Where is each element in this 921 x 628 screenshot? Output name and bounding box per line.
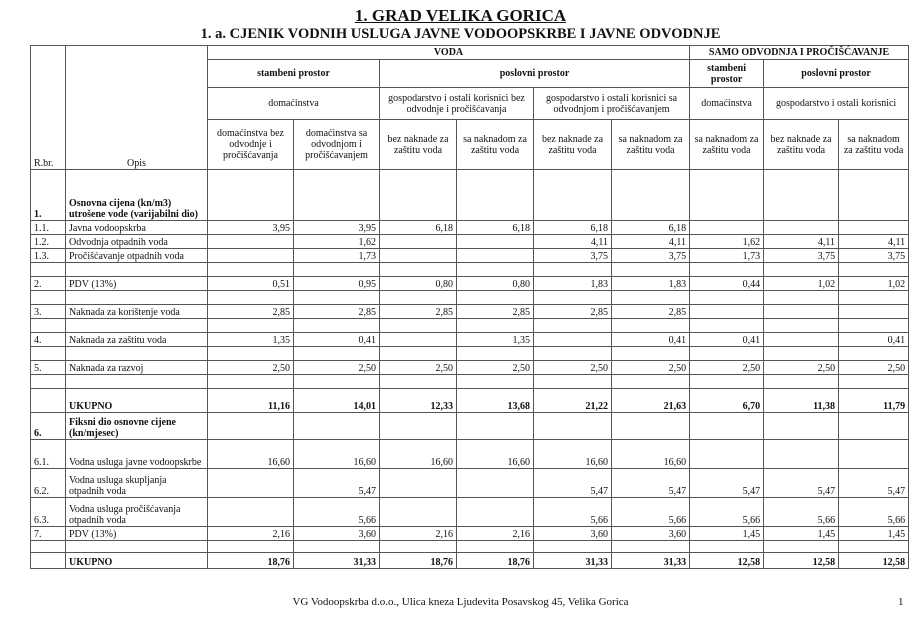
price-cell	[612, 319, 690, 333]
column-header: sa naknadom za zaštitu voda	[839, 120, 909, 170]
price-cell: 6,18	[457, 221, 534, 235]
price-cell	[534, 170, 612, 221]
price-cell: 5,47	[764, 469, 839, 498]
table-row	[31, 249, 909, 263]
price-cell	[294, 541, 380, 553]
price-cell: 4,11	[764, 235, 839, 249]
column-header: sa naknadom za zaštitu voda	[690, 120, 764, 170]
row-description: Pročišćavanje otpadnih voda	[66, 249, 208, 263]
total-row	[31, 389, 909, 413]
price-cell: 3,95	[294, 221, 380, 235]
price-cell: 2,50	[294, 361, 380, 375]
price-cell	[764, 305, 839, 319]
row-number: 1.3.	[31, 249, 66, 263]
table-row	[31, 263, 909, 277]
price-cell: 1,83	[612, 277, 690, 291]
price-cell: 2,85	[208, 305, 294, 319]
table-row	[31, 235, 909, 249]
row-number: 7.	[31, 527, 66, 541]
price-cell: 0,80	[457, 277, 534, 291]
column-header: domaćinstva bez odvodnje i pročišćavanja	[208, 120, 294, 170]
price-cell: 1,73	[294, 249, 380, 263]
price-cell	[839, 347, 909, 361]
opis-header: Opis	[66, 46, 208, 170]
price-cell	[764, 440, 839, 469]
price-cell	[764, 170, 839, 221]
price-cell	[380, 469, 457, 498]
gospodarstvo-bez-header: gospodarstvo i ostali korisnici bez odvodnje i pročišćavanja	[380, 88, 534, 120]
row-number	[31, 375, 66, 389]
price-cell: 1,02	[839, 277, 909, 291]
price-cell: 31,33	[534, 553, 612, 569]
price-cell: 2,85	[457, 305, 534, 319]
price-cell: 21,63	[612, 389, 690, 413]
table-row	[31, 170, 909, 221]
row-number	[31, 541, 66, 553]
price-cell	[294, 319, 380, 333]
price-cell: 6,70	[690, 389, 764, 413]
row-number: 1.1.	[31, 221, 66, 235]
price-cell: 5,47	[294, 469, 380, 498]
column-header: bez naknade za zaštitu voda	[764, 120, 839, 170]
table-row	[31, 469, 909, 498]
price-cell: 2,50	[764, 361, 839, 375]
price-cell	[690, 347, 764, 361]
price-cell	[612, 541, 690, 553]
row-number: 3.	[31, 305, 66, 319]
row-description: Naknada za razvoj	[66, 361, 208, 375]
price-cell: 0,95	[294, 277, 380, 291]
price-cell: 12,58	[764, 553, 839, 569]
price-cell: 11,79	[839, 389, 909, 413]
price-cell	[457, 347, 534, 361]
price-cell: 0,51	[208, 277, 294, 291]
page-number: 1	[898, 596, 904, 608]
price-cell: 2,85	[612, 305, 690, 319]
price-cell: 11,38	[764, 389, 839, 413]
price-cell	[612, 170, 690, 221]
price-cell: 1,83	[534, 277, 612, 291]
price-cell	[764, 221, 839, 235]
price-cell: 1,35	[457, 333, 534, 347]
gospodarstvo-sa-header: gospodarstvo i ostali korisnici sa odvodnjom i pročišćavanjem	[534, 88, 690, 120]
price-cell	[380, 263, 457, 277]
price-cell	[457, 170, 534, 221]
price-cell: 31,33	[612, 553, 690, 569]
price-cell: 3,95	[208, 221, 294, 235]
price-cell: 3,60	[294, 527, 380, 541]
row-description	[66, 347, 208, 361]
price-cell: 16,60	[208, 440, 294, 469]
price-cell: 11,16	[208, 389, 294, 413]
price-cell	[208, 347, 294, 361]
price-cell	[208, 469, 294, 498]
table-row	[31, 333, 909, 347]
price-cell: 13,68	[457, 389, 534, 413]
price-cell	[208, 263, 294, 277]
price-cell	[764, 319, 839, 333]
price-cell	[534, 541, 612, 553]
price-cell	[208, 498, 294, 527]
price-cell: 12,33	[380, 389, 457, 413]
price-cell: 2,16	[380, 527, 457, 541]
price-cell: 0,80	[380, 277, 457, 291]
price-cell: 2,50	[208, 361, 294, 375]
price-cell: 5,66	[294, 498, 380, 527]
row-description: Vodna usluga skupljanja otpadnih voda	[66, 469, 208, 498]
price-cell: 1,45	[839, 527, 909, 541]
price-cell: 18,76	[208, 553, 294, 569]
price-cell	[294, 263, 380, 277]
price-cell	[839, 413, 909, 440]
voda-group-header: VODA	[208, 46, 690, 60]
price-cell: 16,60	[294, 440, 380, 469]
gospodarstvo-header-2: gospodarstvo i ostali korisnici	[764, 88, 909, 120]
price-cell: 4,11	[534, 235, 612, 249]
row-description: PDV (13%)	[66, 527, 208, 541]
row-number: 5.	[31, 361, 66, 375]
price-cell	[839, 375, 909, 389]
row-description: Naknada za korištenje voda	[66, 305, 208, 319]
row-number: 4.	[31, 333, 66, 347]
price-cell	[294, 413, 380, 440]
price-cell: 1,45	[764, 527, 839, 541]
price-cell	[690, 375, 764, 389]
price-cell	[457, 498, 534, 527]
price-cell	[690, 413, 764, 440]
price-cell	[839, 305, 909, 319]
row-description	[66, 319, 208, 333]
row-description: Fiksni dio osnovne cijene (kn/mjesec)	[66, 413, 208, 440]
price-cell	[764, 375, 839, 389]
column-header: bez naknade za zaštitu voda	[534, 120, 612, 170]
table-row	[31, 541, 909, 553]
row-number: 1.	[31, 170, 66, 221]
price-cell	[534, 263, 612, 277]
row-number	[31, 389, 66, 413]
price-cell: 5,66	[839, 498, 909, 527]
row-number: 2.	[31, 277, 66, 291]
row-number	[31, 263, 66, 277]
price-cell: 5,47	[690, 469, 764, 498]
price-cell	[690, 263, 764, 277]
domacinstva-header: domaćinstva	[208, 88, 380, 120]
price-cell	[839, 319, 909, 333]
price-cell	[208, 541, 294, 553]
page-subtitle: 1. a. CJENIK VODNIH USLUGA JAVNE VODOOPSKRBE I JAVNE ODVODNJE	[200, 26, 721, 42]
price-cell: 4,11	[612, 235, 690, 249]
table-row	[31, 277, 909, 291]
price-cell: 2,50	[839, 361, 909, 375]
price-cell	[690, 319, 764, 333]
price-cell	[294, 375, 380, 389]
table-row	[31, 527, 909, 541]
price-cell: 5,47	[839, 469, 909, 498]
price-cell: 2,85	[534, 305, 612, 319]
row-number: 6.1.	[31, 440, 66, 469]
row-description: Vodna usluga javne vodoopskrbe	[66, 440, 208, 469]
price-cell	[208, 249, 294, 263]
price-cell	[380, 235, 457, 249]
poslovni-prostor-header-2: poslovni prostor	[764, 60, 909, 88]
price-cell: 18,76	[457, 553, 534, 569]
price-cell: 2,50	[380, 361, 457, 375]
price-cell: 1,73	[690, 249, 764, 263]
price-cell	[457, 319, 534, 333]
row-description: PDV (13%)	[66, 277, 208, 291]
price-cell	[380, 170, 457, 221]
price-cell	[380, 291, 457, 305]
price-cell	[690, 291, 764, 305]
price-cell	[380, 249, 457, 263]
price-cell	[839, 291, 909, 305]
price-cell: 16,60	[380, 440, 457, 469]
price-cell: 16,60	[534, 440, 612, 469]
price-cell: 12,58	[690, 553, 764, 569]
price-cell	[764, 347, 839, 361]
price-cell	[208, 291, 294, 305]
price-cell	[380, 319, 457, 333]
price-cell: 2,50	[690, 361, 764, 375]
price-cell	[690, 170, 764, 221]
price-cell: 6,18	[534, 221, 612, 235]
price-cell: 1,45	[690, 527, 764, 541]
price-cell	[457, 413, 534, 440]
price-cell	[764, 413, 839, 440]
table-row	[31, 291, 909, 305]
row-description: Osnovna cijena (kn/m3) utrošene vode (varijabilni dio)	[66, 170, 208, 221]
price-cell	[208, 375, 294, 389]
price-cell	[612, 291, 690, 305]
price-cell: 1,62	[294, 235, 380, 249]
table-row	[31, 305, 909, 319]
price-cell: 21,22	[534, 389, 612, 413]
row-description	[66, 291, 208, 305]
price-cell: 3,60	[534, 527, 612, 541]
price-cell	[534, 413, 612, 440]
price-cell: 3,60	[612, 527, 690, 541]
table-row	[31, 319, 909, 333]
column-header: domaćinstva sa odvodnjom i pročišćavanjem	[294, 120, 380, 170]
row-description: Naknada za zaštitu voda	[66, 333, 208, 347]
price-cell	[690, 541, 764, 553]
price-cell	[690, 305, 764, 319]
price-cell	[764, 263, 839, 277]
table-row	[31, 375, 909, 389]
table-row	[31, 413, 909, 440]
price-cell	[839, 221, 909, 235]
price-cell	[208, 170, 294, 221]
price-cell: 4,11	[839, 235, 909, 249]
price-cell: 5,66	[534, 498, 612, 527]
price-cell	[457, 375, 534, 389]
rbr-header: R.br.	[31, 46, 66, 170]
price-cell: 3,75	[534, 249, 612, 263]
price-cell: 3,75	[764, 249, 839, 263]
row-description	[66, 375, 208, 389]
row-number: 6.2.	[31, 469, 66, 498]
price-cell: 2,16	[208, 527, 294, 541]
price-cell: 16,60	[612, 440, 690, 469]
row-number	[31, 319, 66, 333]
table-row	[31, 361, 909, 375]
price-cell: 2,85	[380, 305, 457, 319]
price-cell: 2,50	[457, 361, 534, 375]
price-cell	[294, 291, 380, 305]
price-cell: 2,85	[294, 305, 380, 319]
price-cell: 5,66	[690, 498, 764, 527]
price-cell: 0,41	[839, 333, 909, 347]
price-cell: 0,41	[612, 333, 690, 347]
price-cell	[690, 440, 764, 469]
price-cell: 31,33	[294, 553, 380, 569]
price-cell	[764, 541, 839, 553]
page-title: 1. GRAD VELIKA GORICA	[354, 6, 567, 25]
price-cell: 6,18	[612, 221, 690, 235]
row-description: Javna vodoopskrba	[66, 221, 208, 235]
price-cell	[380, 498, 457, 527]
price-cell	[457, 263, 534, 277]
table-row	[31, 347, 909, 361]
price-cell: 5,47	[612, 469, 690, 498]
price-cell	[690, 221, 764, 235]
price-cell	[612, 375, 690, 389]
price-cell: 3,75	[839, 249, 909, 263]
price-cell	[534, 347, 612, 361]
price-cell	[839, 541, 909, 553]
price-cell	[534, 319, 612, 333]
price-cell	[534, 333, 612, 347]
header-row-1	[31, 46, 909, 60]
price-cell	[764, 333, 839, 347]
price-cell: 1,62	[690, 235, 764, 249]
total-row	[31, 553, 909, 569]
price-cell: 5,47	[534, 469, 612, 498]
row-description: Vodna usluga pročišćavanja otpadnih voda	[66, 498, 208, 527]
price-cell	[208, 235, 294, 249]
price-cell	[208, 319, 294, 333]
table-row	[31, 498, 909, 527]
column-header: sa naknadom za zaštitu voda	[612, 120, 690, 170]
price-cell	[612, 347, 690, 361]
price-cell: 1,35	[208, 333, 294, 347]
price-cell: 18,76	[380, 553, 457, 569]
price-cell	[294, 170, 380, 221]
row-number	[31, 553, 66, 569]
price-cell: 3,75	[612, 249, 690, 263]
row-number	[31, 347, 66, 361]
row-description: UKUPNO	[66, 553, 208, 569]
row-number	[31, 291, 66, 305]
price-cell	[380, 347, 457, 361]
row-number: 6.	[31, 413, 66, 440]
price-table	[30, 45, 909, 569]
price-cell: 1,02	[764, 277, 839, 291]
price-cell	[457, 235, 534, 249]
price-cell	[457, 291, 534, 305]
price-cell: 2,50	[612, 361, 690, 375]
price-cell	[380, 541, 457, 553]
price-cell	[380, 375, 457, 389]
samo-odvodnja-group-header: SAMO ODVODNJA I PROČIŠĆAVANJE	[690, 46, 909, 60]
price-cell	[764, 291, 839, 305]
table-row	[31, 440, 909, 469]
price-cell: 12,58	[839, 553, 909, 569]
price-cell: 0,41	[690, 333, 764, 347]
price-cell: 5,66	[612, 498, 690, 527]
row-description	[66, 541, 208, 553]
price-cell	[534, 375, 612, 389]
row-number: 6.3.	[31, 498, 66, 527]
row-description	[66, 263, 208, 277]
row-description: UKUPNO	[66, 389, 208, 413]
price-cell: 0,44	[690, 277, 764, 291]
price-cell: 5,66	[764, 498, 839, 527]
column-header: sa naknadom za zaštitu voda	[457, 120, 534, 170]
poslovni-prostor-header: poslovni prostor	[380, 60, 690, 88]
page-footer: VG Vodoopskrba d.o.o., Ulica kneza Ljudevita Posavskog 45, Velika Gorica	[292, 596, 629, 608]
price-cell: 14,01	[294, 389, 380, 413]
price-cell	[612, 413, 690, 440]
price-cell	[294, 347, 380, 361]
table-row	[31, 221, 909, 235]
price-cell	[457, 249, 534, 263]
stambeni-prostor-header: stambeni prostor	[208, 60, 380, 88]
price-cell	[380, 413, 457, 440]
price-cell: 2,50	[534, 361, 612, 375]
price-cell: 2,16	[457, 527, 534, 541]
row-description: Odvodnja otpadnih voda	[66, 235, 208, 249]
row-number: 1.2.	[31, 235, 66, 249]
column-header: bez naknade za zaštitu voda	[380, 120, 457, 170]
price-cell	[839, 440, 909, 469]
price-cell	[457, 541, 534, 553]
price-cell	[380, 333, 457, 347]
price-cell	[457, 469, 534, 498]
price-cell: 0,41	[294, 333, 380, 347]
domacinstva-header-2: domaćinstva	[690, 88, 764, 120]
price-cell	[839, 263, 909, 277]
stambeni-prostor-header-2: stambeni prostor	[690, 60, 764, 88]
price-cell: 16,60	[457, 440, 534, 469]
price-cell: 6,18	[380, 221, 457, 235]
price-cell	[534, 291, 612, 305]
price-cell	[208, 413, 294, 440]
price-cell	[612, 263, 690, 277]
price-cell	[839, 170, 909, 221]
